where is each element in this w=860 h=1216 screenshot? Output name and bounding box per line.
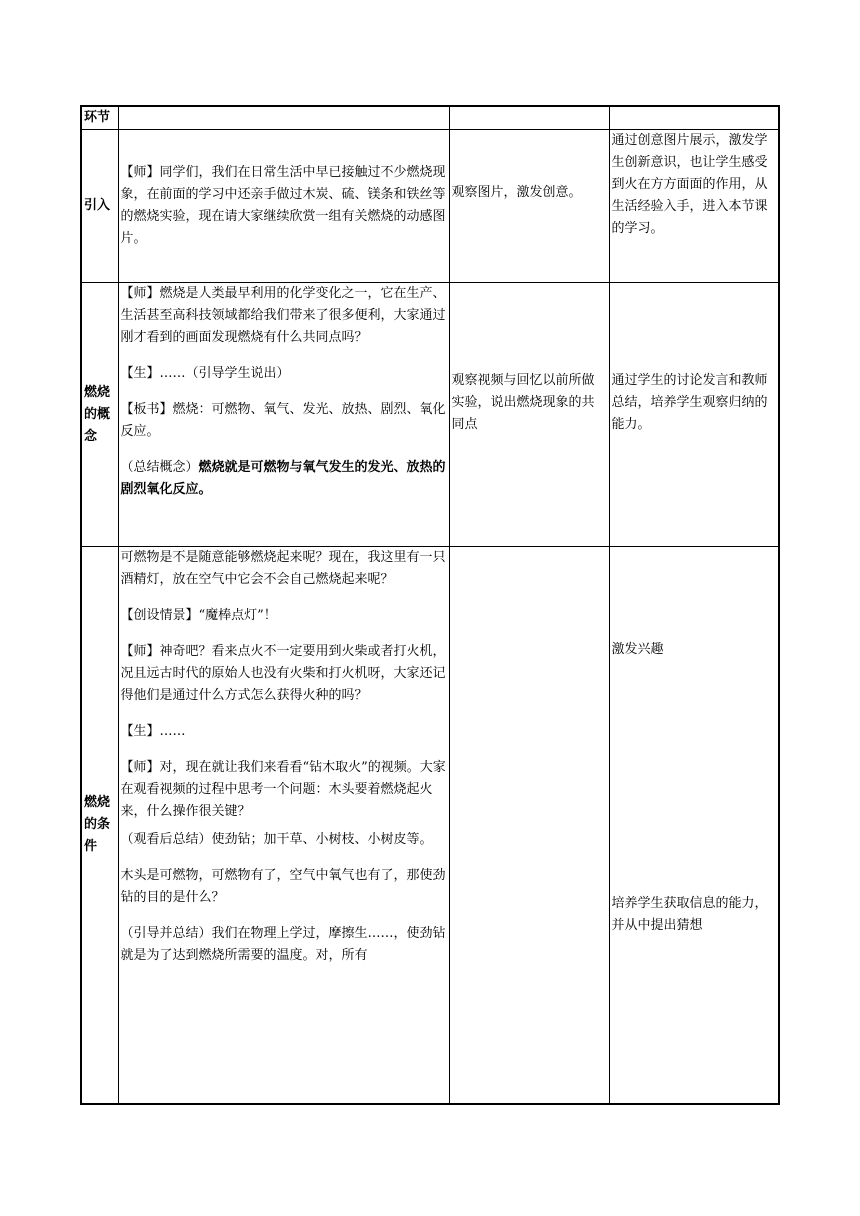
table-row [81,283,779,547]
teacher-text-condition-2: 【创设情景】“魔棒点灯”！ [120,608,277,623]
header-student-cell [449,106,609,130]
stage-label-intro: 引入 [84,198,111,213]
teacher-text-condition-3: 【师】神奇吧？看来点火不一定要用到火柴或者打火机，况且远古时代的原始人也没有火柴和打火机呀，大家还记得他们是通过什么方式怎么获得火种的吗？ [120,644,446,703]
stage-cell-concept [81,283,118,547]
table-row [81,130,779,283]
lesson-plan-table [80,105,780,1105]
student-text-concept: 观察视频与回忆以前所做实验，说出燃烧现象的共同点 [451,372,595,432]
student-cell-concept [449,283,609,547]
table-header-row [81,106,779,130]
student-text-intro: 观察图片，激发创意。 [451,185,582,200]
header-stage-label: 环节 [84,110,111,125]
teacher-text-condition-8: （引导并总结）我们在物理上学过，摩擦生……，使劲钻就是为了达到燃烧所需要的温度。对，所有 [120,926,446,963]
intent-text-condition-1: 激发兴趣 [611,642,664,657]
header-teacher-cell [118,106,449,130]
teacher-text-intro: 【师】同学们，我们在日常生活中早已接触过不少燃烧现象，在前面的学习中还亲手做过木炭、硫、镁条和铁丝等的燃烧实验，现在请大家继续欣赏一组有关燃烧的动感图片。 [120,165,446,246]
intent-cell-condition [609,547,779,1105]
teacher-text-condition-7: 木头是可燃物，可燃物有了，空气中氧气也有了，那使劲钻的目的是什么？ [120,868,446,905]
teacher-cell-concept [118,283,449,547]
intent-text-intro: 通过创意图片展示，激发学生创新意识，也让学生感受到火在方方面面的作用，从生活经验入手，进入本节课的学习。 [611,133,768,236]
teacher-text-concept-4 [121,457,447,501]
teacher-text-condition-6: （观看后总结）使劲钻；加干草、小树枝、小树皮等。 [120,832,433,847]
table-row [81,547,779,1105]
teacher-cell-intro [118,130,449,283]
teacher-cell-condition [118,547,449,1105]
intent-text-concept: 通过学生的讨论发言和教师总结，培养学生观察归纳的能力。 [611,372,768,432]
stage-label-concept: 燃烧的概念 [84,384,111,444]
stage-label-condition: 燃烧的条件 [84,795,111,854]
teacher-text-concept-2: 【生】……（引导学生说出） [120,366,290,381]
concept-definition: 燃烧就是可燃物与氧气发生的发光、放热的剧烈氧化反应。 [120,460,446,497]
teacher-text-condition-4: 【生】…… [120,724,186,739]
stage-cell-intro [81,130,118,283]
teacher-text-concept-1: 【师】燃烧是人类最早利用的化学变化之一，它在生产、生活甚至高科技领域都给我们带来了很多便利，大家通过刚才看到的画面发现燃烧有什么共同点吗？ [120,286,446,345]
student-cell-intro [449,130,609,283]
teacher-text-condition-5: 【师】对，现在就让我们来看看“钻木取火”的视频。大家在观看视频的过程中思考一个问题：木头要着燃烧起火来，什么操作很关键？ [120,760,446,819]
header-stage-cell [81,106,118,130]
intent-text-condition-2: 培养学生获取信息的能力，并从中提出猜想 [611,896,768,933]
stage-cell-condition [81,547,118,1105]
teacher-text-concept-3: 【板书】燃烧：可燃物、氧气、发光、放热、剧烈、氧化反应。 [120,402,446,439]
intent-cell-concept [609,283,779,547]
header-intent-cell [609,106,779,130]
student-cell-condition [449,547,609,1105]
intent-cell-intro [609,130,779,283]
concept-summary-prefix: （总结概念） [120,460,199,475]
teacher-text-condition-1: 可燃物是不是随意能够燃烧起来呢？现在，我这里有一只酒精灯，放在空气中它会不会自己燃烧起来呢？ [120,550,446,587]
